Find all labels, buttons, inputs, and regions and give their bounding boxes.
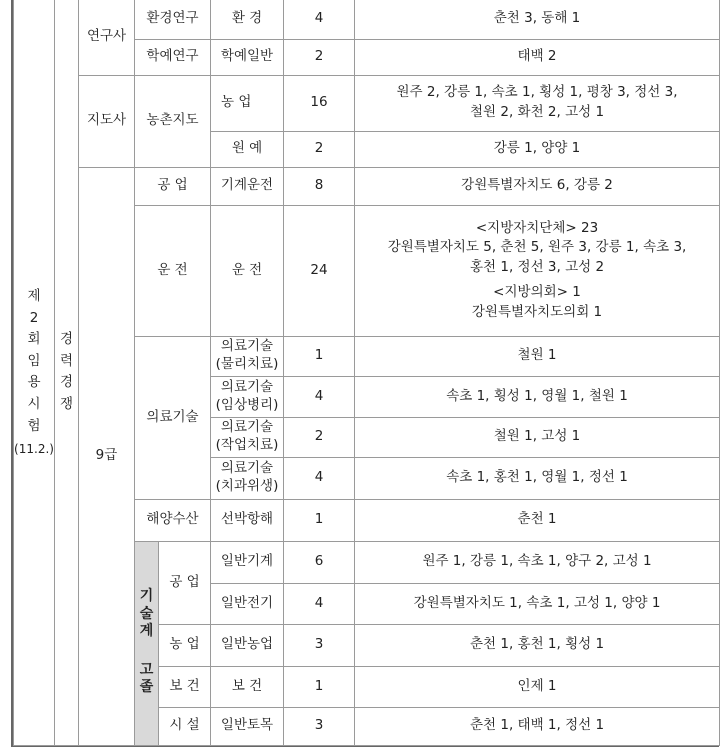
- regions-medical-3-line: 철원 1, 고성 1: [493, 428, 581, 445]
- regions-medical-4-cell: [355, 457, 720, 499]
- regions-agri-line-1: 원주 2, 강릉 1, 속초 1, 횡성 1, 평창 3, 정선 3,: [396, 84, 678, 101]
- regions-arts-line: 태백 2: [517, 48, 557, 65]
- series-arts-cell: [135, 39, 211, 75]
- area-gen-mech-label: 일반기계: [220, 553, 274, 570]
- highschool-label: 고졸: [139, 661, 154, 696]
- regions-hort-line: 강릉 1, 양양 1: [493, 140, 581, 157]
- regions-medical-3-cell: [355, 417, 720, 457]
- area-medical-1-sub: (물리치료): [215, 356, 279, 372]
- local-gov-line-2: 홍천 1, 정선 3, 고성 2: [469, 258, 605, 275]
- area-health-label: 보 건: [231, 677, 263, 694]
- area-drive-label: 운 전: [231, 261, 263, 278]
- count-gen-mech-cell: [284, 541, 355, 583]
- area-medical-2-sub: (임상병리): [215, 396, 279, 413]
- area-health-cell: [211, 666, 284, 707]
- recruitment-table-page: [11, 0, 719, 747]
- area-arts-cell: [211, 39, 284, 75]
- local-gov-line-1: 강원특별자치도 5, 춘천 5, 원주 3, 강릉 1, 속초 3,: [387, 239, 687, 256]
- series-tech-industry-cell: [159, 541, 211, 624]
- count-hort-value: 2: [314, 140, 324, 157]
- count-mech-value: 8: [314, 177, 324, 194]
- series-tech-facility-cell: [159, 707, 211, 745]
- area-medical-2-label: 의료기술: [220, 378, 274, 395]
- count-marine-cell: [284, 499, 355, 541]
- count-medical-3-value: 2: [314, 428, 324, 445]
- exam-round-label: 제2회 임용시험: [27, 287, 41, 434]
- group-guide-label: 지도사: [86, 112, 127, 129]
- count-arts-value: 2: [314, 48, 324, 65]
- area-civil-cell: [211, 707, 284, 745]
- series-tech-farming-label: 농 업: [169, 636, 200, 653]
- count-gen-farming-cell: [284, 624, 355, 666]
- series-tech-farming-cell: [159, 624, 211, 666]
- area-gen-farming-cell: [211, 624, 284, 666]
- area-medical-3-label: 의료기술: [220, 419, 274, 436]
- regions-civil-cell: [355, 707, 720, 745]
- series-medical-label: 의료기술: [146, 408, 199, 425]
- regions-health-line: 인제 1: [517, 677, 557, 694]
- series-medical-cell: [135, 336, 211, 499]
- count-medical-3-cell: [284, 417, 355, 457]
- group-researcher-cell: [79, 0, 135, 75]
- count-health-cell: [284, 666, 355, 707]
- area-medical-2-cell: [211, 376, 284, 417]
- count-medical-4-value: 4: [314, 469, 324, 486]
- area-medical-1-label: 의료기술: [220, 338, 274, 355]
- group-researcher-label: 연구사: [86, 28, 127, 45]
- count-marine-value: 1: [314, 511, 324, 528]
- council-line-1: 강원특별자치도의회 1: [471, 303, 603, 320]
- regions-gen-farming-line: 춘천 1, 홍천 1, 횡성 1: [469, 636, 605, 653]
- count-gen-elec-cell: [284, 583, 355, 624]
- area-medical-3-cell: [211, 417, 284, 457]
- count-health-value: 1: [314, 677, 324, 694]
- area-hort-cell: [211, 131, 284, 167]
- exam-round-cell: [14, 0, 55, 745]
- group-grade9-label: 9급: [95, 447, 118, 464]
- area-mech-cell: [211, 167, 284, 205]
- tech-highschool-cell: [135, 541, 159, 745]
- series-marine-label: 해양수산: [146, 511, 199, 528]
- regions-env-cell: [355, 0, 720, 39]
- regions-medical-4-line: 속초 1, 홍천 1, 영월 1, 정선 1: [446, 469, 628, 486]
- regions-hort-cell: [355, 131, 720, 167]
- count-civil-cell: [284, 707, 355, 745]
- series-mech-cell: [135, 167, 211, 205]
- series-marine-cell: [135, 499, 211, 541]
- area-env-label: 환 경: [231, 10, 263, 27]
- regions-marine-line: 춘천 1: [517, 511, 557, 528]
- count-gen-elec-value: 4: [314, 594, 324, 611]
- series-drive-cell: [135, 205, 211, 336]
- count-civil-value: 3: [314, 717, 324, 734]
- area-marine-cell: [211, 499, 284, 541]
- area-agri-text: 농 업: [221, 94, 252, 111]
- selection-type-cell: [55, 0, 79, 745]
- count-medical-1-value: 1: [314, 347, 324, 364]
- series-env-label: 환경연구: [146, 10, 199, 27]
- count-drive-value: 24: [310, 261, 328, 278]
- group-grade9-cell: [79, 167, 135, 745]
- series-env-cell: [135, 0, 211, 39]
- recruitment-table: [13, 0, 720, 746]
- series-arts-label: 학예연구: [146, 48, 199, 65]
- area-mech-label: 기계운전: [220, 177, 274, 194]
- regions-arts-cell: [355, 39, 720, 75]
- tech-track-label: 기술계: [139, 588, 154, 640]
- series-mech-label: 공 업: [157, 177, 188, 194]
- count-drive-cell: [284, 205, 355, 336]
- regions-medical-1-cell: [355, 336, 720, 376]
- group-guide-cell: [79, 75, 135, 167]
- selection-type-label: 경력경쟁: [59, 331, 74, 412]
- area-arts-label: 학예일반: [220, 48, 274, 65]
- area-gen-farming-label: 일반농업: [220, 636, 274, 653]
- area-env-cell: [211, 0, 284, 39]
- regions-marine-cell: [355, 499, 720, 541]
- regions-gen-elec-cell: [355, 583, 720, 624]
- count-gen-farming-value: 3: [314, 636, 324, 653]
- regions-agri-cell: [355, 75, 720, 131]
- area-gen-elec-cell: [211, 583, 284, 624]
- count-agri-value: 16: [310, 94, 328, 111]
- regions-mech-line: 강원특별자치도 6, 강릉 2: [461, 177, 613, 194]
- series-tech-health-label: 보 건: [169, 677, 200, 694]
- regions-medical-2-cell: [355, 376, 720, 417]
- series-tech-health-cell: [159, 666, 211, 707]
- council-heading: <지방의회> 1: [493, 284, 581, 301]
- area-civil-label: 일반토목: [220, 717, 274, 734]
- series-tech-industry-label: 공 업: [169, 573, 200, 590]
- regions-medical-2-line: 속초 1, 횡성 1, 영월 1, 철원 1: [446, 387, 628, 404]
- regions-agri-line-2: 철원 2, 화천 2, 고성 1: [469, 104, 605, 120]
- area-agri-cell: [211, 75, 284, 131]
- area-medical-1-cell: [211, 336, 284, 376]
- series-drive-label: 운 전: [157, 261, 188, 278]
- regions-gen-mech-cell: [355, 541, 720, 583]
- count-medical-2-cell: [284, 376, 355, 417]
- area-medical-4-label: 의료기술: [220, 460, 274, 477]
- regions-gen-elec-line: 강원특별자치도 1, 속초 1, 고성 1, 양양 1: [413, 594, 661, 611]
- area-medical-3-sub: (작업치료): [215, 437, 279, 453]
- count-medical-2-value: 4: [314, 387, 324, 404]
- area-medical-4-sub: (치과위생): [215, 478, 279, 494]
- area-gen-elec-label: 일반전기: [220, 594, 274, 611]
- count-medical-4-cell: [284, 457, 355, 499]
- count-env-cell: [284, 0, 355, 39]
- series-agri-label: 농촌지도: [146, 112, 199, 129]
- exam-date-label: (11.2.): [14, 442, 54, 457]
- regions-mech-cell: [355, 167, 720, 205]
- series-agri-cell: [135, 75, 211, 167]
- area-agri-label: [211, 93, 283, 113]
- count-arts-cell: [284, 39, 355, 75]
- area-hort-label: 원 예: [231, 140, 263, 157]
- regions-drive-cell: [355, 205, 720, 336]
- series-tech-facility-label: 시 설: [169, 717, 200, 734]
- area-medical-4-cell: [211, 457, 284, 499]
- regions-gen-farming-cell: [355, 624, 720, 666]
- area-drive-cell: [211, 205, 284, 336]
- count-env-value: 4: [314, 10, 324, 27]
- regions-gen-mech-line: 원주 1, 강릉 1, 속초 1, 양구 2, 고성 1: [422, 553, 652, 570]
- count-mech-cell: [284, 167, 355, 205]
- area-gen-mech-cell: [211, 541, 284, 583]
- regions-medical-1-line: 철원 1: [517, 347, 557, 364]
- local-gov-heading: <지방자치단체> 23: [475, 219, 599, 236]
- regions-civil-line: 춘천 1, 태백 1, 정선 1: [469, 717, 605, 734]
- count-gen-mech-value: 6: [314, 553, 324, 570]
- count-agri-cell: [284, 75, 355, 131]
- regions-health-cell: [355, 666, 720, 707]
- regions-env-line: 춘천 3, 동해 1: [493, 10, 581, 27]
- area-marine-label: 선박항해: [220, 511, 274, 528]
- count-medical-1-cell: [284, 336, 355, 376]
- count-hort-cell: [284, 131, 355, 167]
